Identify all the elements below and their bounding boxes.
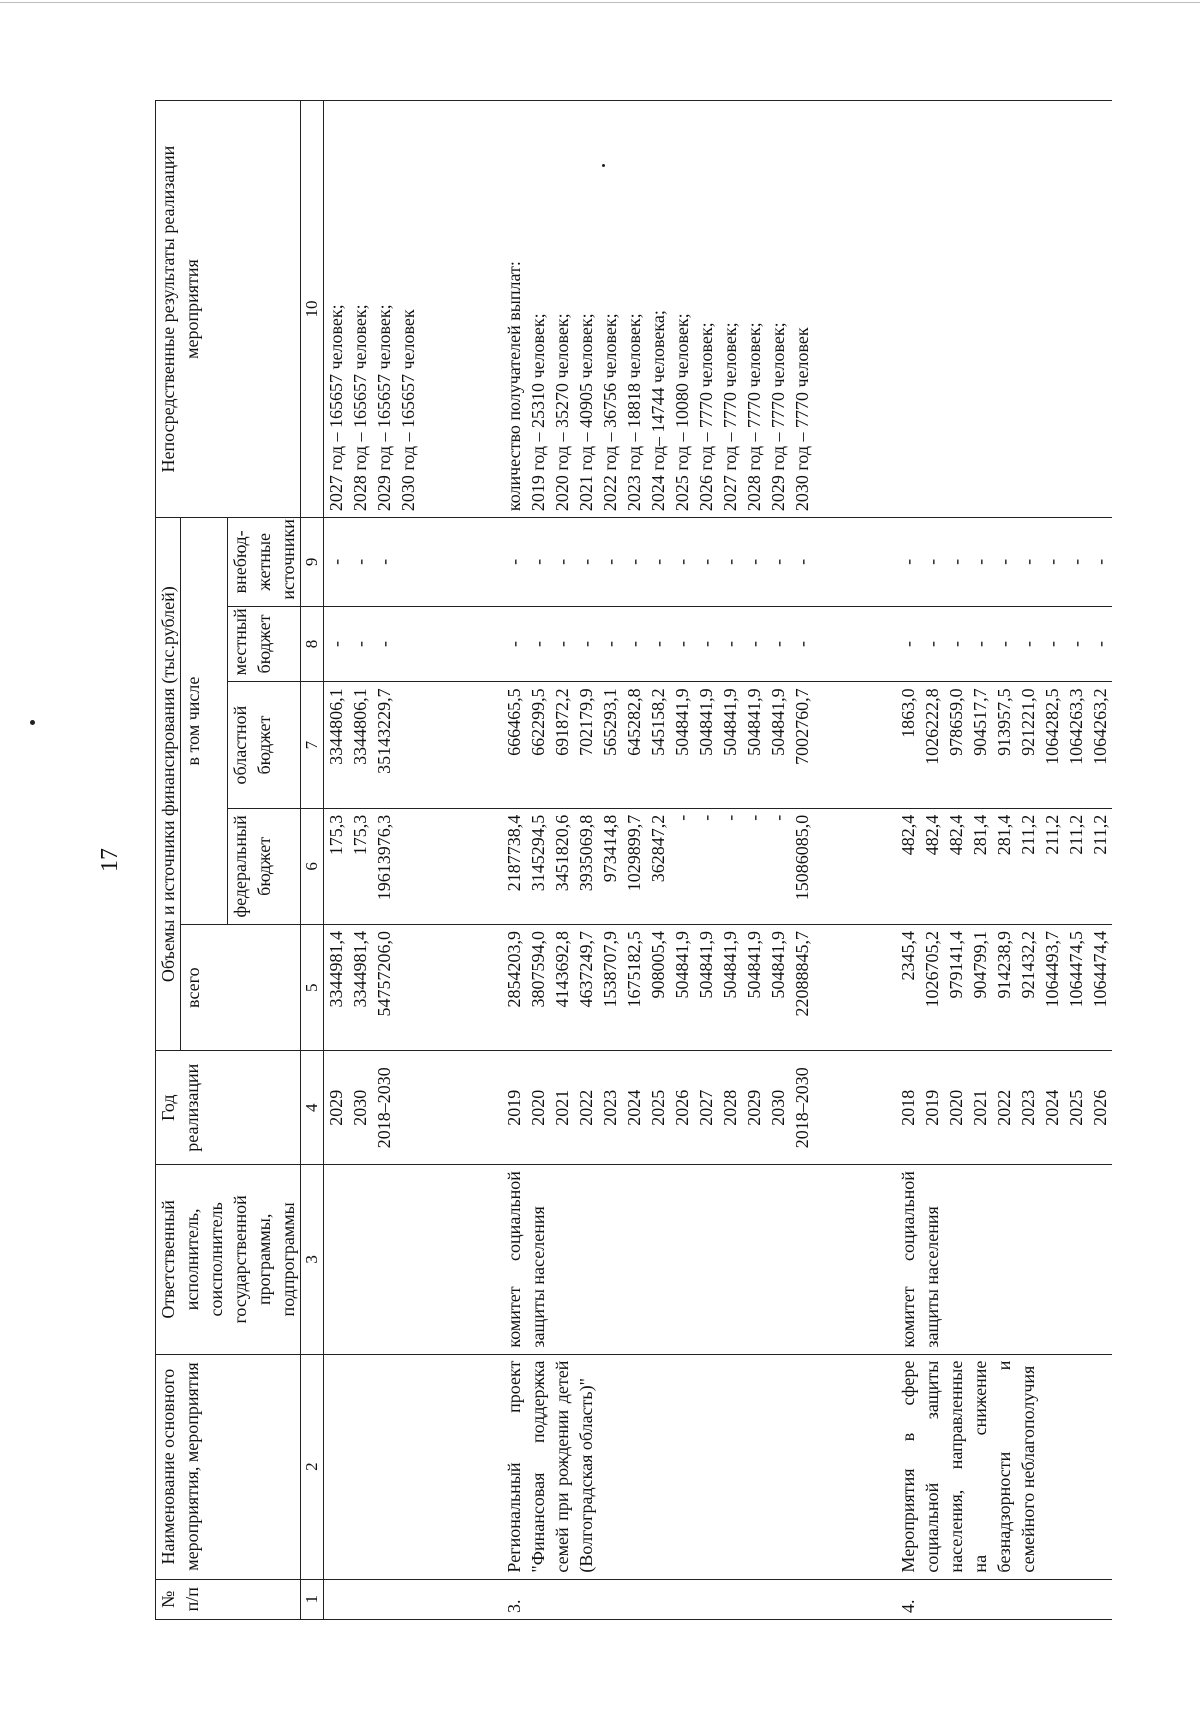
rotated-page [97,100,1110,1620]
year-cell-line: 2029 [326,1089,346,1126]
regional-cell-line: 645282,8 [624,688,644,756]
federal-cell-line: 211,2 [1066,814,1086,855]
total-cell-line: 22088845,7 [792,931,812,1017]
regional-cell-line: 913957,5 [994,688,1014,756]
federal-cell-line: - [696,814,716,821]
header-number: № п/п [156,1579,301,1619]
regional-cell-line: 504841,9 [720,688,740,756]
federal-cell-line: 482,4 [946,814,966,856]
local-cell [324,606,421,682]
federal-cell-line: 482,4 [922,814,942,856]
header-results: Непосредственные результаты реализации мероприятия [156,101,301,518]
table-row [324,101,421,1620]
local-cell-line: - [672,640,692,647]
total-cell-line: 54757206,0 [374,931,394,1017]
column-number: 9 [301,518,324,606]
extrabudget-cell [896,518,1112,606]
total-cell-line: 504841,9 [720,931,740,999]
year-cell-line: 2028 [720,1089,740,1126]
federal-cell-line: 3145294,5 [528,814,548,892]
federal-cell [896,808,1112,924]
result-cell-line: 2028 год – 165657 человек; [350,304,370,512]
year-cell-line: 2019 [922,1089,942,1126]
column-number: 10 [301,101,324,518]
local-cell-line: - [528,640,548,647]
regional-cell-line: 1064263,2 [1090,688,1110,765]
extrabudget-cell-line: - [350,558,370,565]
extrabudget-cell-line: - [946,558,966,565]
year-cell [502,1051,814,1165]
year-cell-line: 2023 [1018,1089,1038,1126]
total-cell-line: 1064474,4 [1090,931,1110,1008]
regional-cell-line: 504841,9 [744,688,764,756]
row-spacer [420,101,502,1620]
regional-cell [502,682,814,808]
header-extrabudget: внебюд-жетные источники [228,518,301,606]
header-executor: Ответственный исполнитель, соисполнитель государственной программы, подпрограммы [156,1165,301,1355]
local-cell-line: - [994,640,1014,647]
total-cell-line: 914238,9 [994,931,1014,999]
federal-cell-line: - [720,814,740,821]
result-cell-line: 2027 год – 165657 человек; [326,304,346,512]
local-cell [502,606,814,682]
extrabudget-cell-line: - [922,558,942,565]
result-cell [324,101,421,518]
total-cell [896,925,1112,1051]
header-total: всего [181,925,301,1051]
table-header [156,101,324,1620]
header-year: Год реализации [156,1051,301,1165]
regional-cell-line: 666465,5 [504,688,524,756]
header-name: Наименование основного мероприятия, мероприятия [156,1354,301,1579]
regional-cell-line: 1026222,8 [922,688,942,765]
total-cell-line: 504841,9 [696,931,716,999]
result-cell-line: 2029 год – 7770 человек; [768,322,788,512]
column-number: 1 [301,1579,324,1619]
result-cell-line: 2022 год – 36756 человек; [600,313,620,512]
regional-cell-line: 504841,9 [768,688,788,756]
regional-cell-line: 565293,1 [600,688,620,756]
year-cell-line: 2025 [1066,1089,1086,1126]
result-cell-line: 2027 год – 7770 человек; [720,322,740,512]
federal-cell-line: - [768,814,788,821]
regional-cell-line: 662299,5 [528,688,548,756]
federal-cell [502,808,814,924]
year-cell-line: 2020 [528,1089,548,1126]
year-cell-line: 2026 [1090,1089,1110,1126]
result-cell-line: 2028 год – 7770 человек; [744,322,764,512]
federal-cell-line: 281,4 [994,814,1014,856]
total-cell-line: 979141,4 [946,931,966,999]
federal-cell-line: 211,2 [1042,814,1062,855]
extrabudget-cell-line: - [970,558,990,565]
federal-cell-line: 3451820,6 [552,814,572,892]
total-cell-line: 1026705,2 [922,931,942,1008]
extrabudget-cell-line: - [1018,558,1038,565]
regional-cell-line: 1863,0 [898,688,918,738]
year-cell-line: 2027 [696,1089,716,1126]
column-number: 5 [301,925,324,1051]
column-number: 2 [301,1354,324,1579]
year-cell-line: 2019 [504,1089,524,1126]
total-cell-line: 2854203,9 [504,931,524,1008]
result-cell-line: 2023 год – 18818 человек; [624,313,644,512]
extrabudget-cell [502,518,814,606]
year-cell-line: 2026 [672,1089,692,1126]
local-cell-line: - [648,640,668,647]
extrabudget-cell-line: - [624,558,644,565]
column-number: 6 [301,808,324,924]
local-cell-line: - [922,640,942,647]
local-cell-line: - [600,640,620,647]
total-cell-line: 908005,4 [648,931,668,999]
federal-cell-line: 3935069,8 [576,814,596,892]
table-row [896,101,1112,1620]
regional-cell-line: 504841,9 [696,688,716,756]
total-cell-line: 1675182,5 [624,931,644,1008]
page-number: 17 [97,848,123,872]
federal-cell-line: 1029899,7 [624,814,644,892]
local-cell-line: - [720,640,740,647]
row-number-cell: 3. [502,1579,814,1619]
header-financing: Объемы и источники финансирования (тыс.рублей) [156,518,181,1051]
total-cell-line: 904799,1 [970,931,990,999]
regional-cell-line: 3344806,1 [350,688,370,765]
federal-cell [324,808,421,924]
extrabudget-cell-line: - [1042,558,1062,565]
total-cell-line: 921432,2 [1018,931,1038,999]
program-table [155,100,1112,1620]
total-cell-line: 2345,4 [898,931,918,981]
federal-cell-line: - [672,814,692,821]
federal-cell-line: 2187738,4 [504,814,524,892]
local-cell-line: - [504,640,524,647]
local-cell-line: - [768,640,788,647]
regional-cell [324,682,421,808]
extrabudget-cell-line: - [744,558,764,565]
extrabudget-cell-line: - [1066,558,1086,565]
local-cell-line: - [744,640,764,647]
local-cell-line: - [970,640,990,647]
year-cell-line: 2018–2030 [792,1067,812,1149]
extrabudget-cell-line: - [672,558,692,565]
year-cell [324,1051,421,1165]
year-cell-line: 2029 [744,1089,764,1126]
scan-speck [30,720,35,725]
measure-name-cell: Региональный проект "Финансовая поддержка семей при рождении детей (Волгоградская область)" [502,1354,814,1579]
regional-cell-line: 702179,9 [576,688,596,756]
executor-cell: комитет социальной защиты населения [502,1165,814,1355]
extrabudget-cell-line: - [528,558,548,565]
result-cell [896,101,1112,518]
extrabudget-cell-line: - [898,558,918,565]
total-cell-line: 504841,9 [768,931,788,999]
total-cell-line: 504841,9 [744,931,764,999]
local-cell-line: - [696,640,716,647]
federal-cell-line: 15086085,0 [792,814,812,901]
regional-cell-line: 3344806,1 [326,688,346,765]
total-cell-line: 1538707,9 [600,931,620,1008]
total-cell-line: 3807594,0 [528,931,548,1008]
result-cell-line: 2025 год – 10080 человек; [672,313,692,512]
extrabudget-cell-line: - [552,558,572,565]
result-cell [502,101,814,518]
local-cell-line: - [576,640,596,647]
total-cell-line: 3344981,4 [350,931,370,1008]
federal-cell-line: 362847,2 [648,814,668,883]
year-cell [896,1051,1112,1165]
row-number-cell: 4. [896,1579,1112,1619]
result-cell-line: 2029 год – 165657 человек; [374,304,394,512]
local-cell-line: - [624,640,644,647]
federal-cell-line: 281,4 [970,814,990,856]
local-cell-line: - [350,640,370,647]
table-body [324,101,1113,1620]
extrabudget-cell-line: - [768,558,788,565]
scan-edge-line [0,2,1200,3]
regional-cell-line: 904517,7 [970,688,990,756]
executor-cell: комитет социальной защиты населения [896,1165,1112,1355]
year-cell-line: 2018–2030 [374,1067,394,1149]
extrabudget-cell-line: - [326,558,346,565]
extrabudget-cell-line: - [792,558,812,565]
result-cell-line: 2019 год – 25310 человек; [528,313,548,512]
result-cell-line: 2020 год – 35270 человек; [552,313,572,512]
local-cell-line: - [326,640,346,647]
header-regional: областной бюджет [228,682,301,808]
total-cell-line: 4143692,8 [552,931,572,1008]
row-spacer [814,101,896,1620]
extrabudget-cell [324,518,421,606]
result-cell-line: 2030 год – 7770 человек [792,327,812,512]
total-cell-line: 1064474,5 [1066,931,1086,1008]
result-cell-line: 2024 год– 14744 человека; [648,310,668,512]
total-cell-line: 4637249,7 [576,931,596,1008]
year-cell-line: 2024 [1042,1089,1062,1126]
extrabudget-cell-line: - [504,558,524,565]
local-cell [896,606,1112,682]
local-cell-line: - [946,640,966,647]
federal-cell-line: 211,2 [1090,814,1110,855]
regional-cell-line: 978659,0 [946,688,966,756]
federal-cell-line: 19613976,3 [374,814,394,901]
result-cell-line: 2021 год – 40905 человек; [576,313,596,512]
year-cell-line: 2030 [768,1089,788,1126]
regional-cell-line: 921221,0 [1018,688,1038,756]
table-row [502,101,814,1620]
extrabudget-cell-line: - [1090,558,1110,565]
header-local: местный бюджет [228,606,301,682]
local-cell-line: - [1090,640,1110,647]
result-cell-line: 2026 год – 7770 человек; [696,322,716,512]
local-cell-line: - [898,640,918,647]
federal-cell-line: 973414,8 [600,814,620,883]
regional-cell-line: 504841,9 [672,688,692,756]
year-cell-line: 2030 [350,1089,370,1126]
federal-cell-line: 175,3 [326,814,346,856]
year-cell-line: 2025 [648,1089,668,1126]
local-cell-line: - [552,640,572,647]
column-number: 8 [301,606,324,682]
regional-cell-line: 1064282,5 [1042,688,1062,765]
regional-cell-line: 1064263,3 [1066,688,1086,765]
local-cell-line: - [374,640,394,647]
extrabudget-cell-line: - [994,558,1014,565]
extrabudget-cell-line: - [648,558,668,565]
header-including: в том числе [181,518,228,925]
regional-cell-line: 545158,2 [648,688,668,756]
year-cell-line: 2021 [970,1089,990,1126]
row-number-cell [324,1579,421,1619]
local-cell-line: - [1042,640,1062,647]
extrabudget-cell-line: - [576,558,596,565]
extrabudget-cell-line: - [374,558,394,565]
measure-name-cell: Мероприятия в сфере социальной защиты населения, направленные на снижение безнадзорности и семейного неблагополучия [896,1354,1112,1579]
total-cell-line: 504841,9 [672,931,692,999]
local-cell-line: - [792,640,812,647]
result-cell-line: количество получателей выплат: [504,261,524,512]
column-number-row [301,101,324,1620]
result-cell-line: 2030 год – 165657 человек [398,309,418,512]
regional-cell-line: 691872,2 [552,688,572,756]
year-cell-line: 2023 [600,1089,620,1126]
total-cell [324,925,421,1051]
federal-cell-line: 211,2 [1018,814,1038,855]
regional-cell-line: 35143229,7 [374,688,394,774]
year-cell-line: 2020 [946,1089,966,1126]
year-cell-line: 2022 [576,1089,596,1126]
extrabudget-cell-line: - [696,558,716,565]
regional-cell-line: 7002760,7 [792,688,812,765]
federal-cell-line: 175,3 [350,814,370,856]
year-cell-line: 2018 [898,1089,918,1126]
extrabudget-cell-line: - [600,558,620,565]
header-federal: федеральный бюджет [228,808,301,924]
year-cell-line: 2021 [552,1089,572,1126]
extrabudget-cell-line: - [720,558,740,565]
total-cell-line: 3344981,4 [326,931,346,1008]
local-cell-line: - [1018,640,1038,647]
federal-cell-line: - [744,814,764,821]
executor-cell [324,1165,421,1355]
total-cell-line: 1064493,7 [1042,931,1062,1008]
measure-name-cell [324,1354,421,1579]
column-number: 3 [301,1165,324,1355]
regional-cell [896,682,1112,808]
column-number: 7 [301,682,324,808]
year-cell-line: 2022 [994,1089,1014,1126]
column-number: 4 [301,1051,324,1165]
year-cell-line: 2024 [624,1089,644,1126]
federal-cell-line: 482,4 [898,814,918,856]
local-cell-line: - [1066,640,1086,647]
total-cell [502,925,814,1051]
